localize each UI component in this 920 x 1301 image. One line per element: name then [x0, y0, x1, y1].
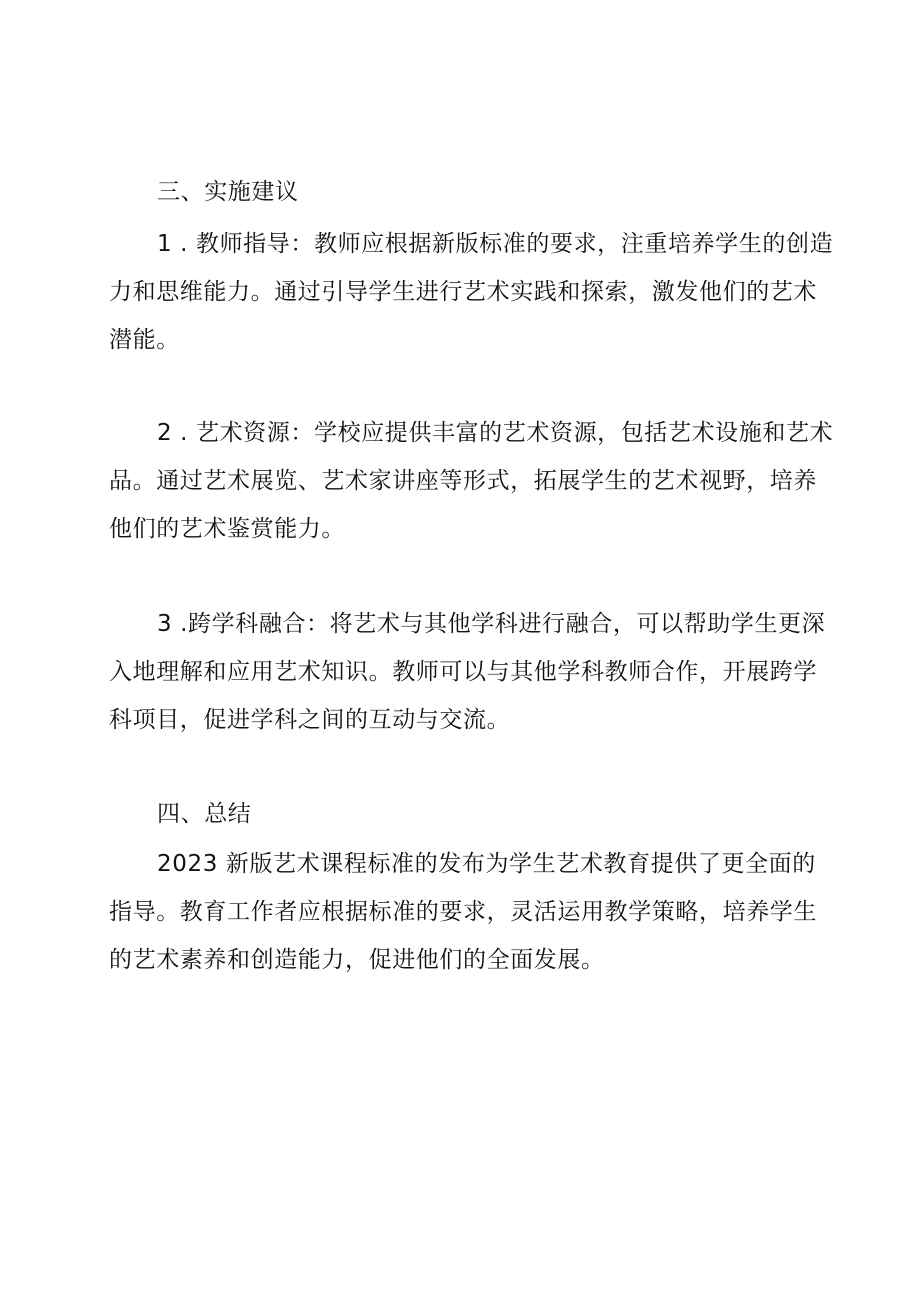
paragraph-line: 品。通过艺术展览、艺术家讲座等形式，拓展学生的艺术视野，培养 [109, 468, 817, 494]
paragraph-line: 潜能。 [109, 327, 180, 353]
paragraph-line: 2023 新版艺术课程标准的发布为学生艺术教育提供了更全面的 [157, 851, 816, 877]
paragraph-line: 入地理解和应用艺术知识。教师可以与其他学科教师合作，开展跨学 [109, 659, 817, 685]
paragraph-line: 的艺术素养和创造能力，促进他们的全面发展。 [109, 947, 605, 973]
paragraph-line: 指导。教育工作者应根据标准的要求，灵活运用教学策略，培养学生 [109, 899, 817, 925]
paragraph-line: 3 .跨学科融合：将艺术与其他学科进行融合，可以帮助学生更深 [157, 611, 826, 637]
paragraph-line: 他们的艺术鉴赏能力。 [109, 516, 345, 542]
paragraph-line: 1 . 教师指导：教师应根据新版标准的要求，注重培养学生的创造 [157, 231, 834, 257]
paragraph-line: 2 . 艺术资源：学校应提供丰富的艺术资源，包括艺术设施和艺术 [157, 420, 834, 446]
section-heading-implementation: 三、实施建议 [157, 179, 299, 205]
paragraph-line: 力和思维能力。通过引导学生进行艺术实践和探索，激发他们的艺术 [109, 279, 817, 305]
paragraph-line: 科项目，促进学科之间的互动与交流。 [109, 707, 511, 733]
section-heading-summary: 四、总结 [157, 801, 252, 827]
